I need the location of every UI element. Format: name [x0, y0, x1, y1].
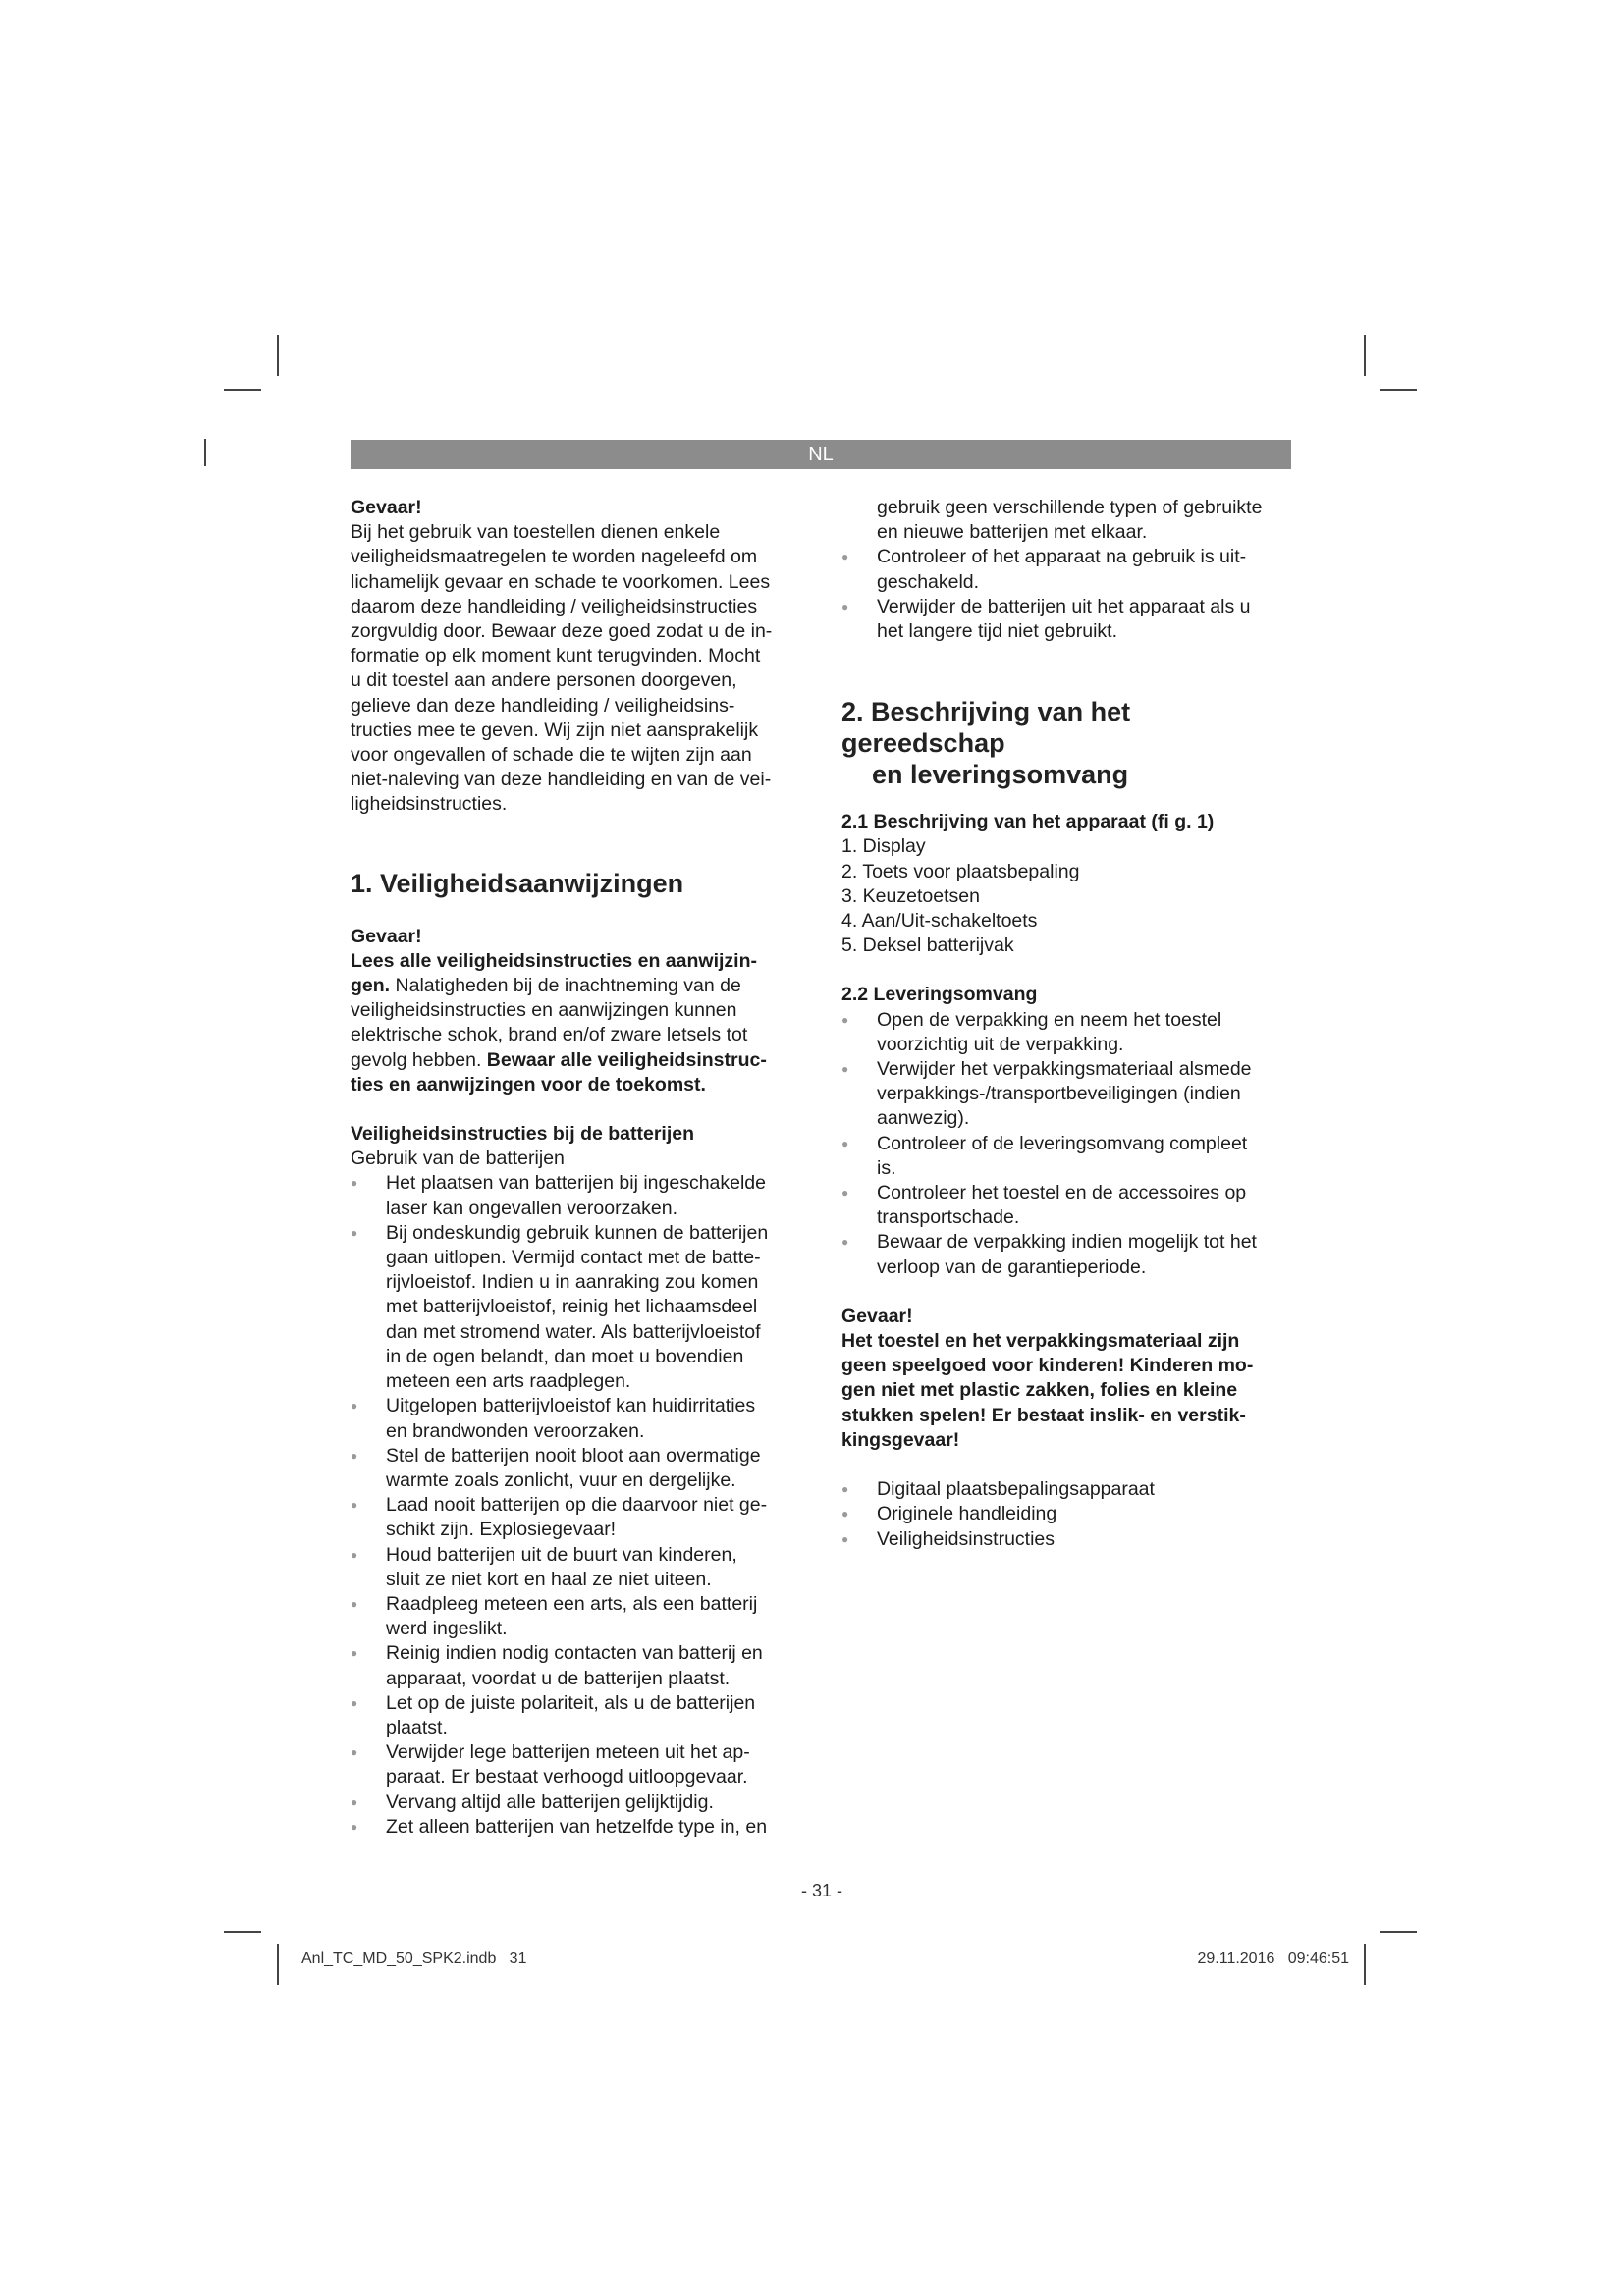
- footer-file-info: Anl_TC_MD_50_SPK2.indb 31: [301, 1950, 527, 1967]
- crop-mark: [1364, 335, 1366, 376]
- warning-bold-6: ties en aanwijzingen voor de toekomst.: [351, 1073, 706, 1095]
- delivery-list-item: [841, 1057, 1291, 1132]
- page-number: - 31 -: [800, 1881, 842, 1900]
- text-line: met batterijvloeistof, reinig het lichaamsdeel: [386, 1296, 758, 1318]
- section-1-heading: 1. Veiligheidsaanwijzingen: [351, 868, 684, 898]
- text-line: Bij ondeskundig gebruik kunnen de batterijen: [386, 1221, 769, 1244]
- text-line: verpakkings-/transportbeveiligingen (indien: [877, 1083, 1241, 1105]
- crop-mark: [277, 335, 279, 376]
- battery-list-item: [351, 1444, 802, 1493]
- text-line: Open de verpakking en neem het toestel: [877, 1008, 1222, 1031]
- delivery-list-item: [841, 1230, 1291, 1279]
- text-line: Controleer of het apparaat na gebruik is uit-: [877, 546, 1247, 568]
- text-line: tructies mee te geven. Wij zijn niet aansprakelijk: [351, 719, 759, 741]
- warning-bold-5: Bewaar alle veiligheidsinstruc-: [486, 1048, 767, 1071]
- battery-heading: Veiligheidsinstructies bij de batterijen: [351, 1123, 695, 1146]
- text-line: Verwijder de batterijen uit het apparaat als u: [877, 595, 1251, 617]
- warning-text-4: elektrische schok, brand en/of zware letsels tot: [351, 1024, 748, 1046]
- text-line: aanwezig).: [877, 1107, 970, 1130]
- intro-title: Gevaar!: [351, 497, 422, 518]
- crop-mark: [1380, 389, 1417, 391]
- text-line: geschakeld.: [877, 570, 980, 593]
- text-line: kingsgevaar!: [841, 1428, 960, 1451]
- text-line: zorgvuldig door. Bewaar deze goed zodat u de in-: [351, 620, 773, 643]
- text-line: Bewaar de verpakking indien mogelijk tot het: [877, 1231, 1257, 1254]
- subsection-2-1-heading: 2.1 Beschrijving van het apparaat (fi g. 1): [841, 811, 1215, 833]
- text-line: daarom deze handleiding / veiligheidsinstructies: [351, 595, 758, 617]
- continued-list-item: [841, 595, 1291, 644]
- text-line: in de ogen belandt, dan moet u bovendien: [386, 1345, 744, 1367]
- crop-mark: [204, 439, 206, 466]
- text-line: voor ongevallen of schade die te wijten zijn aan: [351, 744, 752, 767]
- text-line: Verwijder het verpakkingsmateriaal alsmede: [877, 1058, 1252, 1081]
- text-line: Zet alleen batterijen van hetzelfde type in, en: [386, 1815, 768, 1838]
- text-line: u dit toestel aan andere personen doorgeven,: [351, 669, 737, 692]
- text-line: Bij het gebruik van toestellen dienen enkele: [351, 521, 721, 544]
- text-line: formatie op elk moment kunt terugvinden. Mocht: [351, 645, 761, 667]
- text-line: verloop van de garantieperiode.: [877, 1255, 1147, 1278]
- warning-2-title: Gevaar!: [841, 1305, 913, 1327]
- battery-list-item: [351, 1592, 802, 1641]
- battery-subheading: Gebruik van de batterijen: [351, 1148, 565, 1170]
- section-2-heading-line-1: 2. Beschrijving van het gereedschap: [841, 697, 1131, 759]
- text-line: rijvloeistof. Indien u in aanraking zou komen: [386, 1271, 759, 1294]
- contents-list-item: ● Veiligheidsinstructies: [841, 1527, 1291, 1552]
- crop-mark: [277, 1944, 279, 1985]
- warning-text-3: veiligheidsinstructies en aanwijzingen kunnen: [351, 999, 737, 1022]
- text-line: gen niet met plastic zakken, folies en kleine: [841, 1379, 1238, 1402]
- continued-line: en nieuwe batterijen met elkaar.: [877, 521, 1148, 544]
- text-line: Laad nooit batterijen op die daarvoor niet ge-: [386, 1494, 768, 1517]
- text-line: paraat. Er bestaat verhoogd uitloopgevaar.: [386, 1766, 748, 1789]
- text-line: en brandwonden veroorzaken.: [386, 1419, 645, 1442]
- text-line: voorzichtig uit de verpakking.: [877, 1033, 1124, 1055]
- text-line: Reinig indien nodig contacten van batterij en: [386, 1642, 763, 1665]
- text-line: het langere tijd niet gebruikt.: [877, 620, 1117, 643]
- text-line: stukken spelen! Er bestaat inslik- en verstik-: [841, 1404, 1246, 1426]
- footer-date-time: 29.11.2016 09:46:51: [1197, 1950, 1349, 1967]
- text-line: gelieve dan deze handleiding / veiligheidsins-: [351, 694, 735, 717]
- parts-list-item: 5. Deksel batterijvak: [841, 934, 1014, 957]
- battery-list-item: [351, 1740, 802, 1789]
- delivery-list-item: [841, 1181, 1291, 1230]
- text-line: lichamelijk gevaar en schade te voorkomen. Lees: [351, 570, 771, 593]
- parts-list-item: 3. Keuzetoetsen: [841, 884, 980, 907]
- continued-text: [841, 496, 1291, 545]
- battery-list-item: [351, 1790, 802, 1815]
- text-line: transportschade.: [877, 1206, 1020, 1229]
- text-line: niet-naleving van deze handleiding en van de vei-: [351, 769, 772, 791]
- battery-list-item: [351, 1641, 802, 1690]
- text-line: sluit ze niet kort en haal ze niet uiteen.: [386, 1568, 712, 1590]
- battery-list-item: [351, 1394, 802, 1443]
- parts-list-item: 1. Display: [841, 835, 926, 858]
- parts-list-item: 4. Aan/Uit-schakeltoets: [841, 910, 1038, 933]
- right-column: [841, 496, 1291, 1552]
- text-line: Raadpleeg meteen een arts, als een batterij: [386, 1592, 758, 1615]
- text-line: ligheidsinstructies.: [351, 793, 508, 816]
- text-line: Stel de batterijen nooit bloot aan overmatige: [386, 1444, 761, 1467]
- text-line: warmte zoals zonlicht, vuur en dergelijke.: [386, 1468, 736, 1491]
- text-line: Verwijder lege batterijen meteen uit het ap-: [386, 1741, 750, 1764]
- warning-text: [351, 949, 802, 1097]
- crop-mark: [1380, 1931, 1417, 1933]
- subsection-2-2-heading: 2.2 Leveringsomvang: [841, 984, 1038, 1006]
- intro-text: [351, 520, 802, 817]
- text-line: Het toestel en het verpakkingsmateriaal zijn: [841, 1330, 1240, 1353]
- text-line: Houd batterijen uit de buurt van kinderen,: [386, 1543, 737, 1566]
- crop-mark: [224, 389, 261, 391]
- text-line: is.: [877, 1156, 896, 1179]
- warning-2-text: [841, 1329, 1291, 1453]
- parts-list-item: 2. Toets voor plaatsbepaling: [841, 860, 1080, 882]
- warning-text-2: Nalatigheden bij de inachtneming van de: [390, 975, 741, 997]
- text-line: Het plaatsen van batterijen bij ingeschakelde: [386, 1172, 767, 1195]
- text-line: dan met stromend water. Als batterijvloeistof: [386, 1320, 761, 1343]
- warning-text-5: gevolg hebben.: [351, 1048, 487, 1071]
- text-line: plaatst.: [386, 1716, 448, 1738]
- text-line: geen speelgoed voor kinderen! Kinderen mo-: [841, 1355, 1254, 1377]
- delivery-list-item: [841, 1008, 1291, 1057]
- continued-line: gebruik geen verschillende typen of gebruikte: [877, 497, 1263, 518]
- delivery-list-item: [841, 1132, 1291, 1181]
- battery-list-item: [351, 1221, 802, 1394]
- battery-list-item: [351, 1691, 802, 1740]
- contents-list-item: ● Digitaal plaatsbepalingsapparaat: [841, 1477, 1291, 1502]
- battery-list-item: [351, 1171, 802, 1220]
- warning-bold-1: Lees alle veiligheidsinstructies en aanwijzin-: [351, 949, 757, 972]
- text-line: Uitgelopen batterijvloeistof kan huidirritaties: [386, 1395, 756, 1417]
- battery-list-item: [351, 1493, 802, 1542]
- left-column: [351, 496, 802, 1840]
- contents-list-item: ● Originele handleiding: [841, 1502, 1291, 1526]
- text-line: laser kan ongevallen veroorzaken.: [386, 1197, 678, 1219]
- battery-list: [351, 1171, 802, 1839]
- battery-list-item: [351, 1543, 802, 1592]
- text-line: gaan uitlopen. Vermijd contact met de batte-: [386, 1247, 761, 1269]
- text-line: veiligheidsmaatregelen te worden nageleefd om: [351, 546, 758, 568]
- contents-list: [841, 1477, 1291, 1552]
- warning-title: Gevaar!: [351, 925, 422, 947]
- crop-mark: [1364, 1944, 1366, 1985]
- continued-list: [841, 545, 1291, 644]
- text-line: Controleer of de leveringsomvang compleet: [877, 1132, 1248, 1154]
- warning-bold-2: gen.: [351, 975, 391, 997]
- language-header-bar: [351, 440, 1291, 469]
- battery-list-item: [351, 1815, 802, 1840]
- text-line: werd ingeslikt.: [386, 1618, 508, 1640]
- parts-list: [841, 834, 1291, 958]
- delivery-list: [841, 1008, 1291, 1280]
- section-2-heading-line-2: en leveringsomvang: [872, 760, 1129, 790]
- text-line: apparaat, voordat u de batterijen plaatst.: [386, 1667, 731, 1689]
- language-code: NL: [808, 444, 834, 465]
- text-line: Vervang altijd alle batterijen gelijktijdig.: [386, 1790, 714, 1813]
- text-line: Let op de juiste polariteit, als u de batterijen: [386, 1691, 756, 1714]
- text-line: schikt zijn. Explosiegevaar!: [386, 1519, 617, 1541]
- crop-mark: [224, 1931, 261, 1933]
- section-2-heading: [841, 696, 1291, 790]
- text-line: meteen een arts raadplegen.: [386, 1370, 631, 1393]
- text-line: Controleer het toestel en de accessoires op: [877, 1182, 1247, 1204]
- continued-list-item: [841, 545, 1291, 594]
